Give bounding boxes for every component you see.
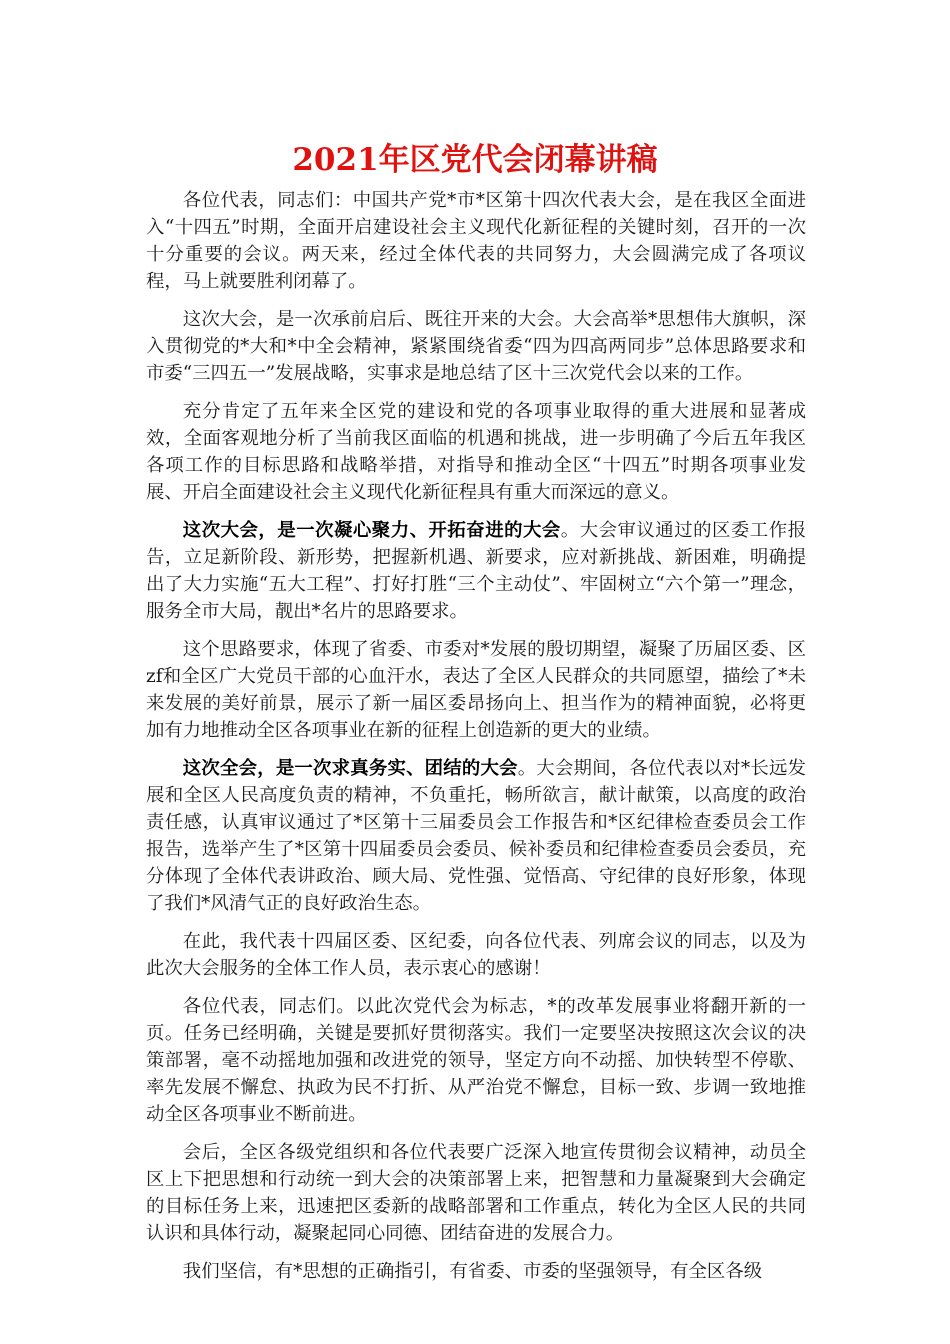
paragraph: 各位代表，同志们：中国共产党*市*区第十四次代表大会，是在我区全面进入“十四五”时期，全面开启建设社会主义现代化新征程的关键时刻，召开的一次十分重要的会议。两天来，经过全体代表的共同努力，大会圆满完成了各项议程，马上就要胜利闭幕了。: [146, 190, 806, 292]
paragraph-lead-bold: 这次全会，是一次求真务实、团结的大会: [182, 758, 518, 779]
paragraph: 各位代表，同志们。以此次党代会为标志，*的改革发展事业将翻开新的一页。任务已经明确，关键是要抓好贯彻落实。我们一定要坚决按照这次会议的决策部署，毫不动摇地加强和改进党的领导，坚定方向不动摇、加快转型不停歇、率先发展不懈怠、执政为民不打折、从严治党不懈怠，目标一致、步调一致地推动全区各项事业不断前进。: [146, 996, 806, 1125]
paragraph: 这次全会，是一次求真务实、团结的大会。大会期间，各位代表以对*长远发展和全区人民高度负责的精神，不负重托，畅所欲言，献计献策，以高度的政治责任感，认真审议通过了*区第十三届委员会工作报告和*区纪律检查委员会工作报告，选举产生了*区第十四届委员会委员、候补委员和纪律检查委员会委员，充分体现了全体代表讲政治、顾大局、党性强、觉悟高、守纪律的良好形象，体现了我们*风清气正的良好政治生态。: [146, 758, 806, 914]
paragraph: 我们坚信，有*思想的正确指引，有省委、市委的坚强领导，有全区各级: [182, 1261, 763, 1282]
paragraph: 会后，全区各级党组织和各位代表要广泛深入地宣传贯彻会议精神，动员全区上下把思想和行动统一到大会的决策部署上来，把智慧和力量凝聚到大会确定的目标任务上来，迅速把区委新的战略部署和工作重点，转化为全区人民的共同认识和具体行动，凝聚起同心同德、团结奋进的发展合力。: [146, 1142, 806, 1244]
paragraph: 在此，我代表十四届区委、区纪委，向各位代表、列席会议的同志，以及为此次大会服务的全体工作人员，表示衷心的感谢！: [146, 931, 806, 979]
paragraph: 充分肯定了五年来全区党的建设和党的各项事业取得的重大进展和显著成效，全面客观地分析了当前我区面临的机遇和挑战，进一步明确了今后五年我区各项工作的目标思路和战略举措，对指导和推动全区“十四五”时期各项事业发展、开启全面建设社会主义现代化新征程具有重大而深远的意义。: [146, 401, 806, 503]
paragraph: 这次大会，是一次承前启后、既往开来的大会。大会高举*思想伟大旗帜，深入贯彻党的*大和*中全会精神，紧紧围绕省委“四为四高两同步”总体思路要求和市委“三四五一”发展战略，实事求是地总结了区十三次党代会以来的工作。: [146, 309, 806, 384]
paragraph: 这个思路要求，体现了省委、市委对*发展的殷切期望，凝聚了历届区委、区zf和全区广大党员干部的心血汗水，表达了全区人民群众的共同愿望，描绘了*未来发展的美好前景，展示了新一届区委昂扬向上、担当作为的精神面貌，必将更加有力地推动全区各项事业在新的征程上创造新的更大的业绩。: [146, 639, 806, 741]
paragraph-lead-bold: 这次大会，是一次凝心聚力、开拓奋进的大会: [182, 520, 561, 541]
document-title: 2021年区党代会闭幕讲稿: [292, 142, 658, 178]
document-body: [146, 187, 806, 1296]
paragraph: 这次大会，是一次凝心聚力、开拓奋进的大会。大会审议通过的区委工作报告，立足新阶段、新形势，把握新机遇、新要求，应对新挑战、新困难，明确提出了大力实施“五大工程”、打好打胜“三个主动仗”、牢固树立“六个第一”理念，服务全市大局，靓出*名片的思路要求。: [146, 520, 806, 622]
